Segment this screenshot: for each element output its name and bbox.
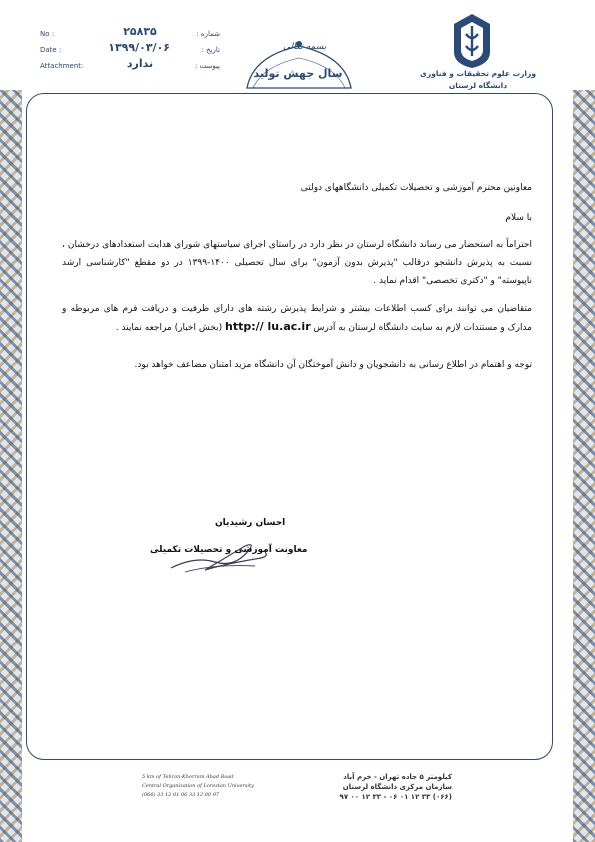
letter-meta (40, 25, 220, 76)
ministry-title: وزارت علوم تحقیقات و فناوری (420, 69, 536, 78)
paragraph-2-text: متقاضیان می توانند برای کسب اطلاعات بیشتر و شرایط پذیرش رشته های دارای ظرفیت و دریافت فرم های مربوطه و مدارک و مستندات لازم به سایت دانشگاه لرستان به آدرس (62, 304, 532, 333)
footer-fa-line-2: سازمان مرکزی دانشگاه لرستان (342, 783, 452, 791)
bismillah: بسمه تعالی (283, 42, 327, 52)
footer-en-line-3: (066) 33 12 01 06 33 12 00 97 (142, 792, 220, 798)
decorative-border-right (573, 90, 595, 842)
university-title: دانشگاه لرستان (448, 81, 508, 90)
attachment-row (40, 57, 220, 76)
footer-fa-line-3: (۰۶۶) ۳۳ ۱۲ ۰۱ ۰۶ - ۳۳ ۱۲ ۰۰ ۹۷ (339, 793, 452, 801)
number-label-en: No : (40, 30, 55, 38)
footer-en-line-2: Central Organization of Lorestan University (142, 783, 254, 789)
letter-date: ۱۳۹۹/۰۳/۰۶ (108, 41, 170, 54)
footer-en-line-1: 5 km of Tehran-Khorram Abad Road (142, 774, 234, 780)
signer-title: معاونت آموزشی و تحصیلات تکمیلی (150, 545, 308, 555)
letter-paragraph-1: احتراماً به استحضار می رساند دانشگاه لرستان در نظر دارد در راستای اجرای سیاستهای شورای هدایت استعدادهای درخشان ، نسبت به پذیرش دانشجو درقالب "پذیرش بدون آزمون" برای سال تحصیلی ۱۴۰۰-۱۳۹۹ در دو مقطع "کارشناسی ارشد ناپیوسته" و "دکتری تخصصی" اقدام نماید . (62, 240, 533, 286)
attachment-label-en: Attachment: (40, 62, 84, 70)
footer-fa-line-1: کیلومتر ۵ جاده تهران - خرم آباد (343, 773, 452, 781)
footer-address-en (142, 773, 254, 800)
decorative-border-left (0, 90, 22, 842)
year-slogan: سال جهش تولید (253, 67, 343, 80)
attachment-label-fa: پیوست : (195, 62, 220, 70)
university-logo-icon (450, 12, 494, 70)
letter-paragraph-2 (62, 300, 532, 337)
attachment-value: ندارد (126, 57, 154, 70)
university-website-link[interactable]: http:// lu.ac.ir (225, 320, 311, 333)
letter-paragraph-3: توجه و اهتمام در اطلاع رسانی به دانشجویان و دانش آموختگان آن دانشگاه مزید امتنان مضاعف خواهد بود. (134, 360, 532, 370)
footer-address-fa (300, 772, 452, 802)
letter-number: ۲۵۸۳۵ (123, 25, 157, 38)
letter-addressee: معاونین محترم آموزشی و تحصیلات تکمیلی دانشگاههای دولتی (300, 183, 532, 193)
letter-greeting: با سلام (505, 213, 532, 223)
signer-name: احسان رشیدیان (215, 518, 286, 528)
date-label-fa: تاریخ : (201, 46, 220, 54)
date-label-en: Date : (40, 46, 62, 54)
ministry-name (418, 68, 538, 92)
paragraph-2-text-end: (بخش اخبار) مراجعه نمایند . (115, 323, 223, 333)
number-label-fa: شماره : (196, 30, 220, 38)
